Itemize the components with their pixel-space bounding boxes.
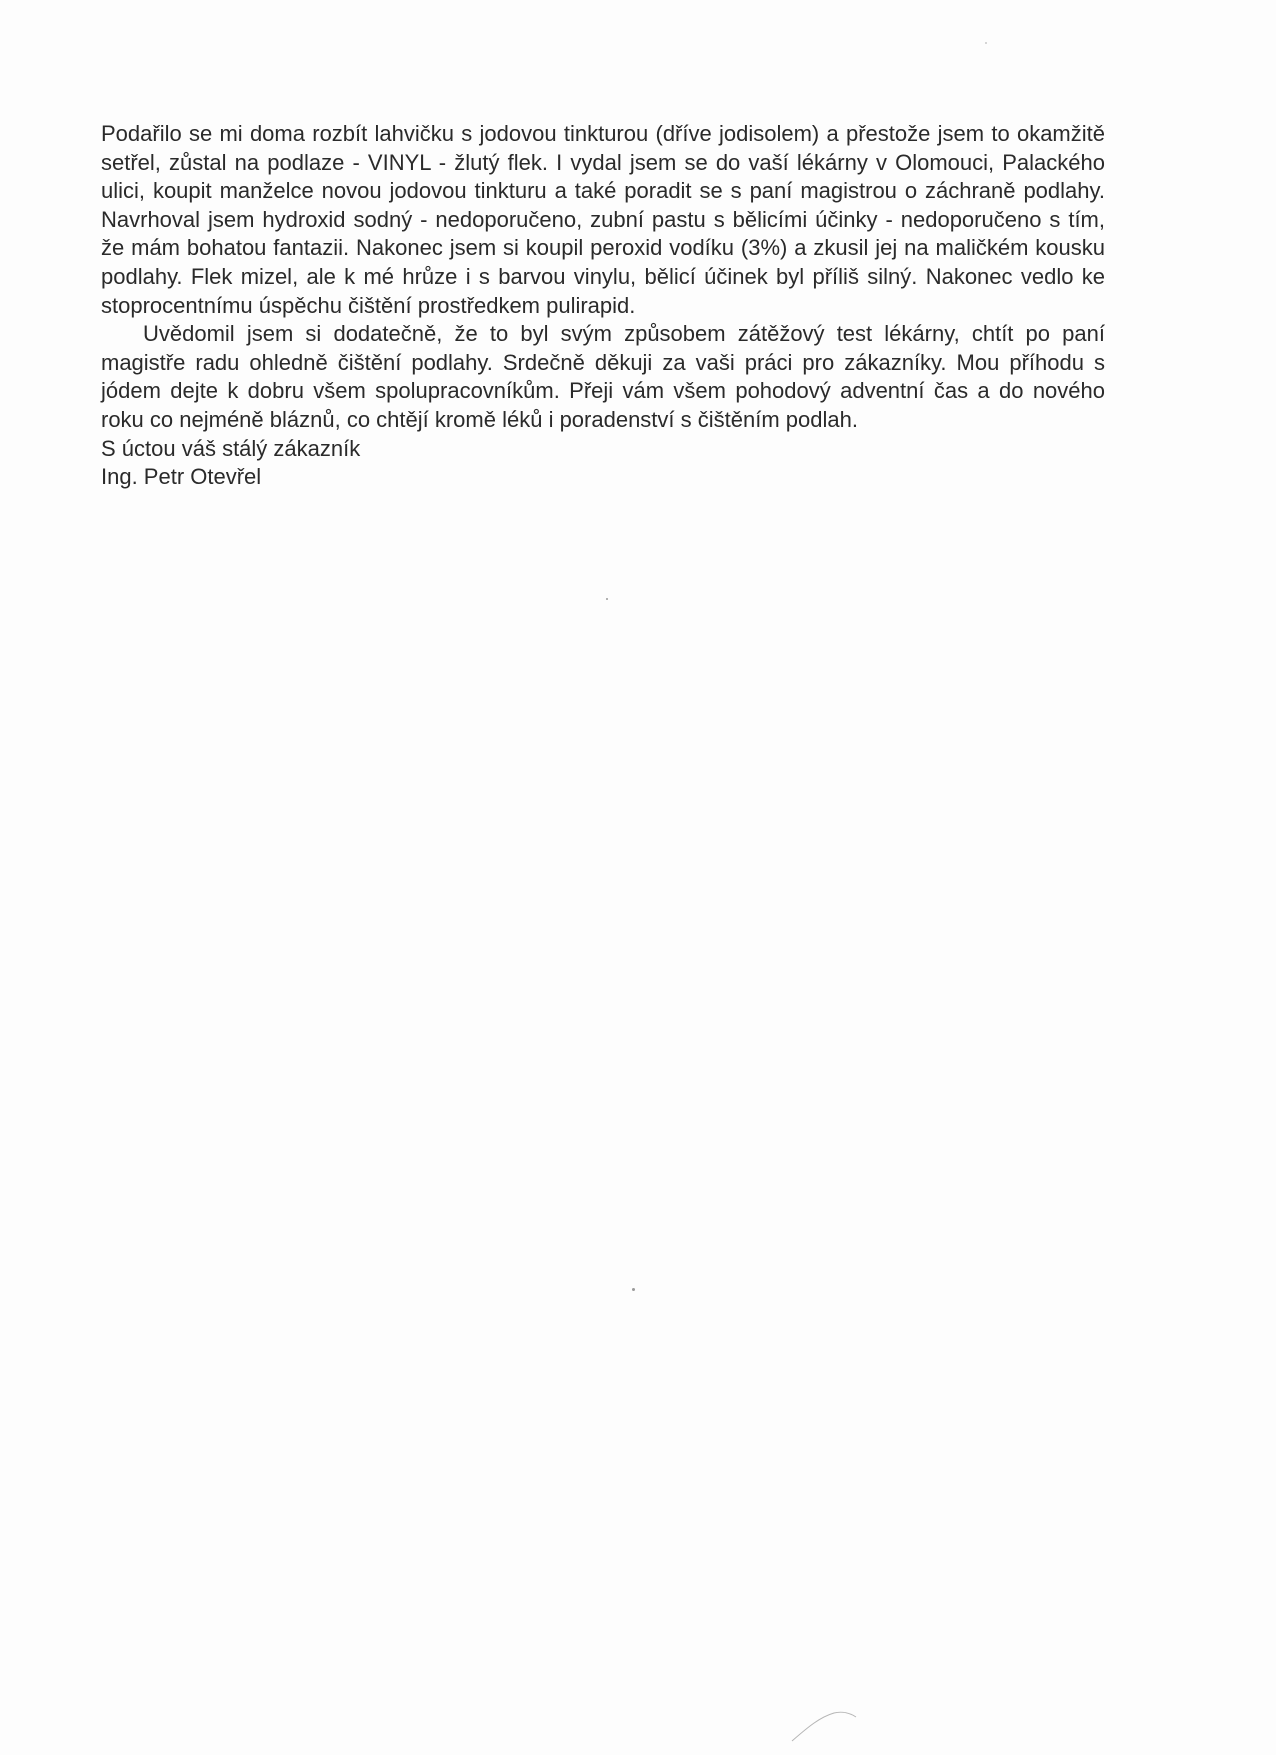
letter-signature: Ing. Petr Otevřel xyxy=(101,464,262,490)
letter-closing: S úctou váš stálý zákazník xyxy=(101,435,361,461)
letter-paragraph-2: Uvědomil jsem si dodatečně, že to byl svým způsobem zátěžový test lékárny, chtít po paní magistře radu ohledně čištění podlahy. Srdečně děkuji za vaši práci pro zákazníky. Mou příhodu s jódem dejte k dobru všem spolupracovníkům. Přeji vám všem pohodový adventní čas a do nového roku co nejméně bláznů, co chtějí kromě léků i poradenství s čištěním podlah. xyxy=(101,321,1105,432)
scan-scratch xyxy=(790,1705,860,1745)
letter-paragraph-1: Podařilo se mi doma rozbít lahvičku s jodovou tinkturou (dříve jodisolem) a přestože jsem to okamžitě setřel, zůstal na podlaze - VINYL - žlutý flek. I vydal jsem se do vaší lékárny v Olomouci, Palackého ulici, koupit manželce novou jodovou tinkturu a také poradit se s paní magistrou o záchraně podlahy. Navrhoval jsem hydroxid sodný - nedoporučeno, zubní pastu s bělicími účinky - nedoporučeno s tím, že mám bohatou fantazii. Nakonec jsem si koupil peroxid vodíku (3%) a zkusil jej na maličkém kousku podlahy. Flek mizel, ale k mé hrůze i s barvou vinylu, bělicí účinek byl příliš silný. Nakonec vedlo ke stoprocentnímu úspěchu čištění prostředkem pulirapid. xyxy=(101,121,1105,318)
scan-speck xyxy=(632,1288,635,1291)
scan-speck xyxy=(985,42,987,44)
scan-speck xyxy=(606,598,608,600)
letter-body xyxy=(101,120,1105,492)
